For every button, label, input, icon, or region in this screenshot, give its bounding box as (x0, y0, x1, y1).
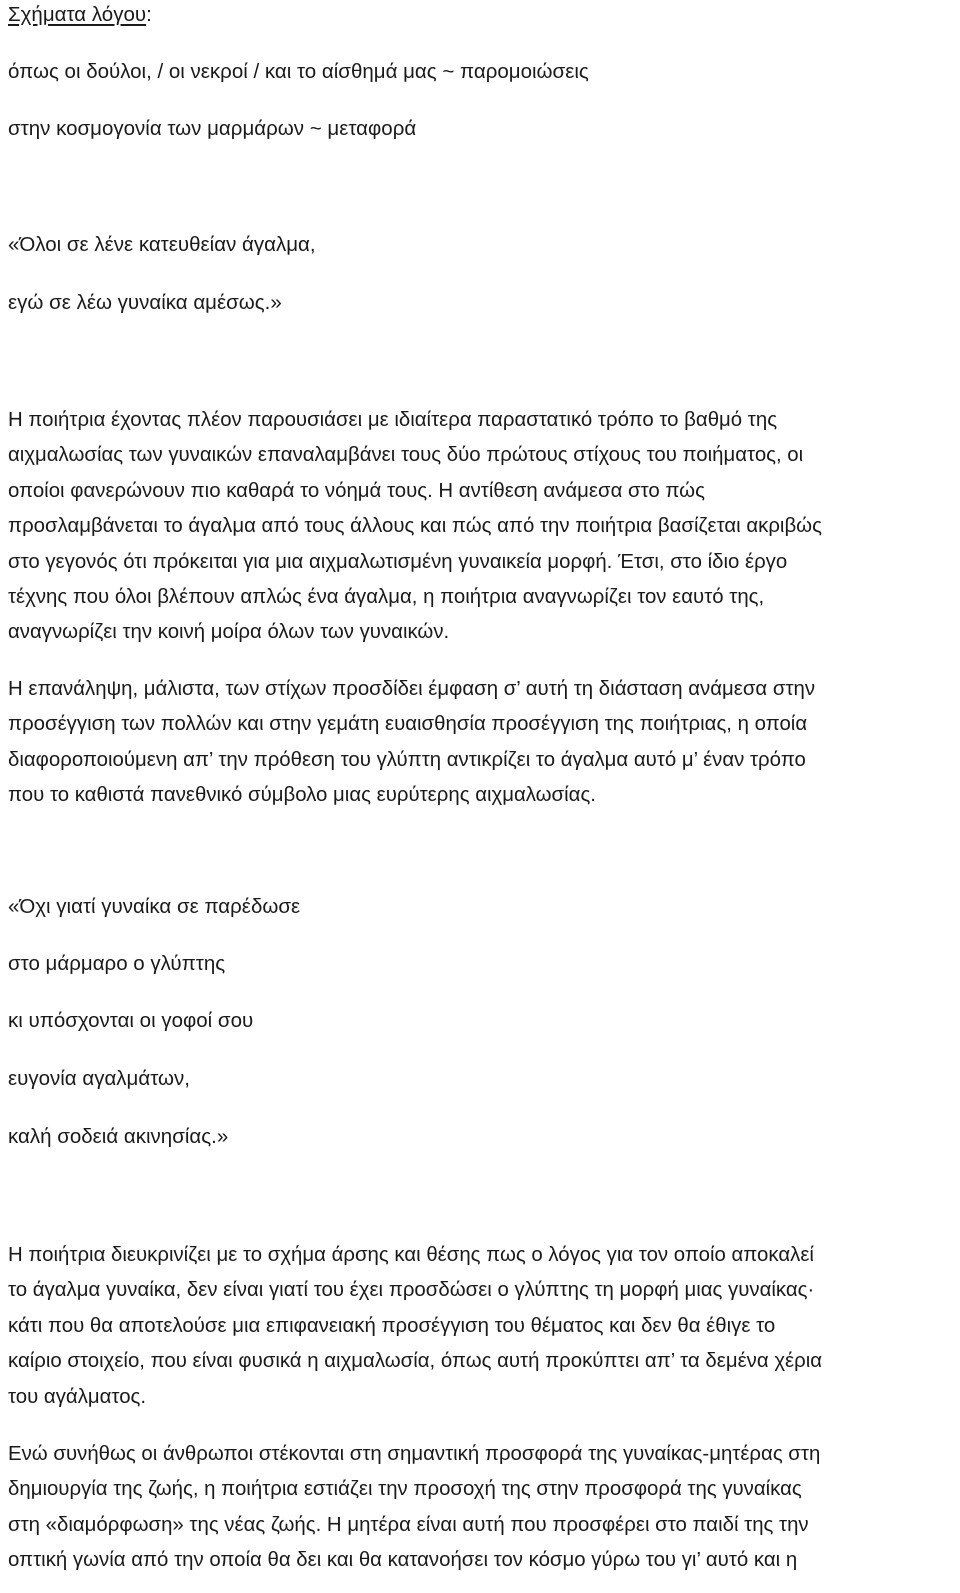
paragraph-line: αναγνωρίζει την κοινή μοίρα όλων των γυναικών. (8, 620, 450, 644)
quote-line: «Όλοι σε λένε κατευθείαν άγαλμα, (8, 233, 316, 256)
paragraph-line: στη «διαμόρφωση» της νέας ζωής. Η μητέρα είναι αυτή που προσφέρει στο παιδί της την (8, 1512, 809, 1536)
paragraph-line: δημιουργία της ζωής, η ποιήτρια εστιάζει την προσοχή της στην προσφορά της γυναίκας (8, 1477, 802, 1501)
quote-line: καλή σοδειά ακινησίας.» (8, 1125, 229, 1148)
paragraph-2 (8, 671, 953, 813)
figure-line: στην κοσμογονία των μαρμάρων ~ μεταφορά (8, 117, 417, 140)
section-heading (8, 2, 152, 28)
paragraph-line: κάτι που θα αποτελούσε μια επιφανειακή προσέγγιση του θέματος και δεν θα έθιγε το (8, 1313, 776, 1337)
quote-line: ευγονία αγαλμάτων, (8, 1067, 190, 1090)
paragraph-line: οποίοι φανερώνουν πιο καθαρά το νόημά τους. Η αντίθεση ανάμεσα στο πώς (8, 478, 705, 502)
paragraph-line: που το καθιστά πανεθνικό σύμβολο μιας ευρύτερης αιχμαλωσίας. (8, 783, 596, 807)
heading-colon: : (146, 3, 152, 26)
paragraph-line: αιχμαλωσίας των γυναικών επαναλαμβάνει τους δύο πρώτους στίχους του ποιήματος, οι (8, 443, 804, 467)
paragraph-line: τέχνης που όλοι βλέπουν απλώς ένα άγαλμα, η ποιήτρια αναγνωρίζει τον εαυτό της, (8, 585, 765, 609)
paragraph-line: Η ποιήτρια έχοντας πλέον παρουσιάσει με ιδιαίτερα παραστατικό τρόπο το βαθμό της (8, 408, 778, 431)
quote-line: «Όχι γιατί γυναίκα σε παρέδωσε (8, 895, 301, 918)
figure-line: όπως οι δούλοι, / οι νεκροί / και το αίσθημά μας ~ παρομοιώσεις (8, 60, 589, 83)
paragraph-line: διαφοροποιούμενη απ’ την πρόθεση του γλύπτη αντικρίζει το άγαλμα αυτό μ’ έναν τρόπο (8, 747, 806, 771)
quote-line: εγώ σε λέω γυναίκα αμέσως.» (8, 291, 282, 314)
quote-line: κι υπόσχονται οι γοφοί σου (8, 1009, 254, 1032)
quote-line: στο μάρμαρο ο γλύπτης (8, 952, 226, 975)
paragraph-1 (8, 402, 953, 650)
paragraph-line: καίριο στοιχείο, που είναι φυσικά η αιχμαλωσία, όπως αυτή προκύπτει απ’ τα δεμένα χέρια (8, 1349, 823, 1373)
paragraph-line: Η ποιήτρια διευκρινίζει με το σχήμα άρσης και θέσης πως ο λόγος για τον οποίο αποκαλεί (8, 1243, 814, 1266)
paragraph-line: το άγαλμα γυναίκα, δεν είναι γιατί του έχει προσδώσει ο γλύπτης τη μορφή μιας γυναίκας· (8, 1278, 815, 1302)
paragraph-4 (8, 1436, 953, 1578)
paragraph-line: Ενώ συνήθως οι άνθρωποι στέκονται στη σημαντική προσφορά της γυναίκας-μητέρας στη (8, 1442, 821, 1465)
paragraph-line: στο γεγονός ότι πρόκειται για μια αιχμαλωτισμένη γυναικεία μορφή. Έτσι, στο ίδιο έργο (8, 549, 788, 573)
paragraph-line: οπτική γωνία από την οποία θα δει και θα κατανοήσει τον κόσμο γύρω του γι’ αυτό και η (8, 1548, 798, 1572)
heading-text: Σχήματα λόγου (8, 3, 147, 26)
paragraph-3 (8, 1237, 953, 1414)
paragraph-line: του αγάλματος. (8, 1384, 147, 1408)
paragraph-line: Η επανάληψη, μάλιστα, των στίχων προσδίδει έμφαση σ’ αυτή τη διάσταση ανάμεσα στην (8, 677, 816, 700)
paragraph-line: προσλαμβάνεται το άγαλμα από τους άλλους και πώς από την ποιήτρια βασίζεται ακριβώς (8, 514, 822, 538)
paragraph-line: προσέγγιση των πολλών και στην γεμάτη ευαισθησία προσέγγιση της ποιήτριας, η οποία (8, 712, 808, 736)
